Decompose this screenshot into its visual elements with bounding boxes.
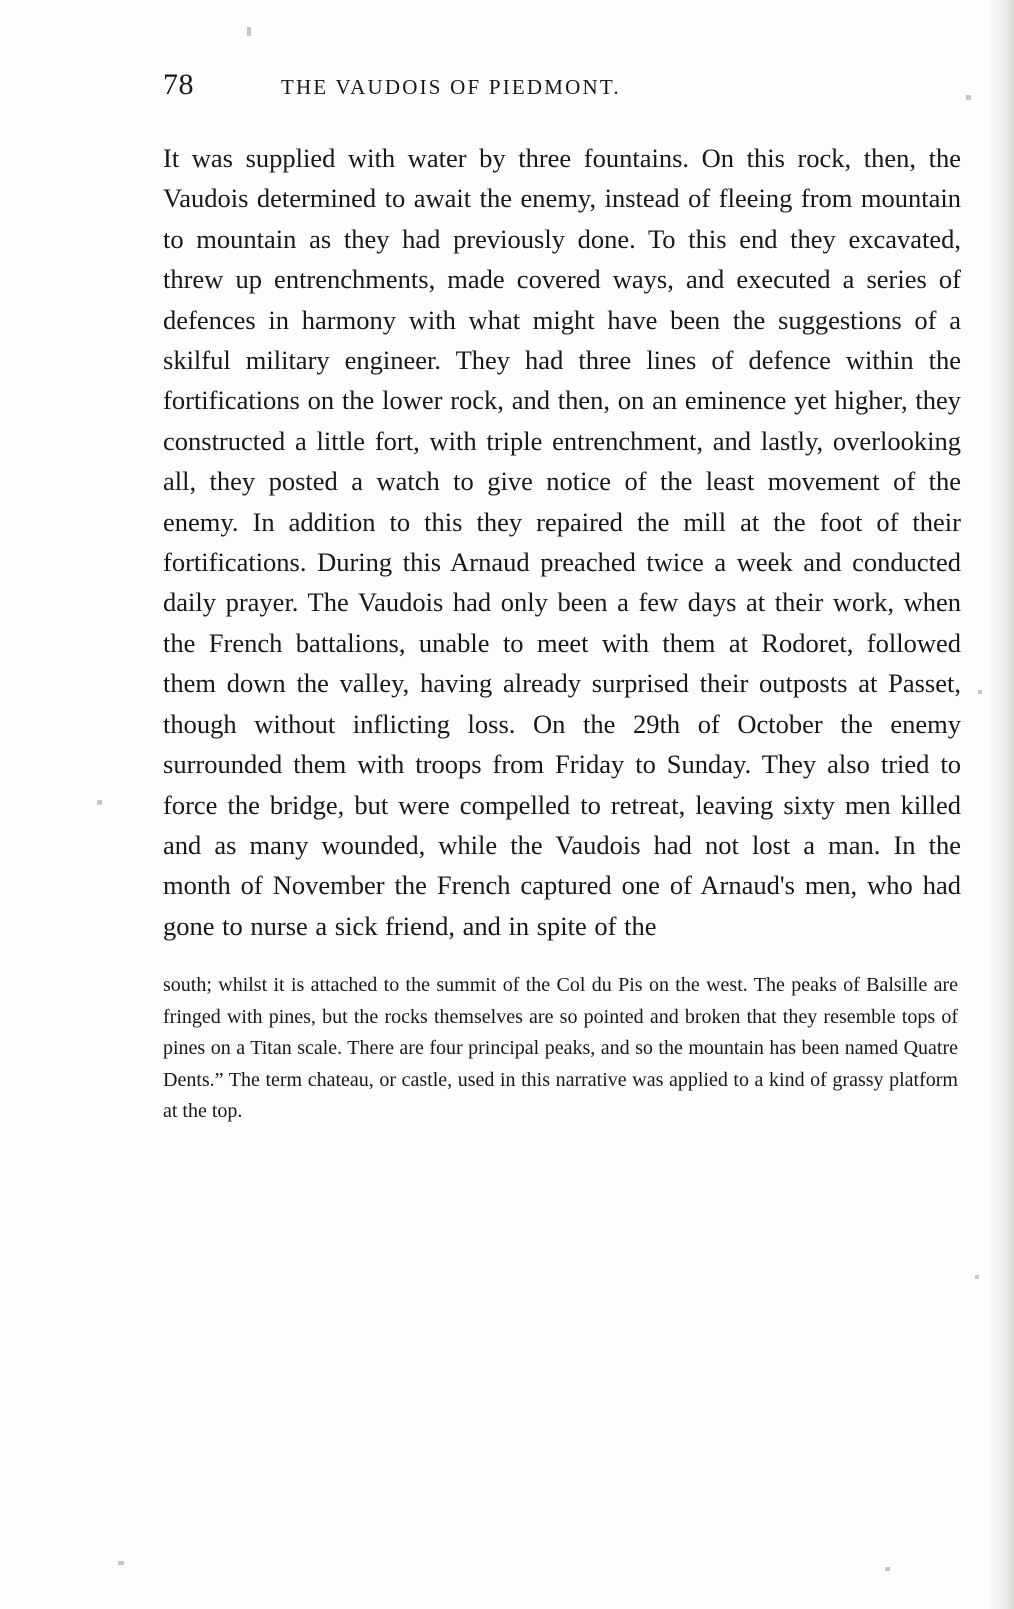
page-content (163, 70, 961, 1128)
running-head (163, 70, 961, 116)
running-head-title: THE VAUDOIS OF PIEDMONT. (281, 75, 621, 99)
page-edge-shadow (986, 0, 1014, 1609)
scan-speckle (118, 1561, 124, 1565)
page-number: 78 (163, 68, 194, 101)
scan-speckle (978, 690, 982, 694)
body-text (163, 138, 961, 946)
scan-speckle (97, 800, 102, 805)
footnote-text: south; whilst it is attached to the summit of the Col du Pis on the west. The peaks of Balsille are fringed with pines, but the rocks themselves are so pointed and broken that they resemble tops of pines on a Titan scale. There are four principal peaks, and so the mountain has been named Quatre Dents.” The term chateau, or castle, used in this narrative was applied to a kind of grassy platform at the top. (163, 974, 958, 1123)
footnote (163, 970, 958, 1128)
scan-speckle (966, 95, 971, 100)
scan-speckle (885, 1567, 890, 1571)
body-paragraph: It was supplied with water by three fountains. On this rock, then, the Vaudois determined to await the enemy, instead of fleeing from mountain to mountain as they had previously done. To this end they excavated, threw up entrenchments, made covered ways, and executed a series of defences in harmony with what might have been the suggestions of a skilful military engineer. They had three lines of defence within the fortifications on the lower rock, and then, on an eminence yet higher, they constructed a little fort, with triple entrenchment, and lastly, overlooking all, they posted a watch to give notice of the least movement of the enemy. In addition to this they repaired the mill at the foot of their fortifications. During this Arnaud preached twice a week and conducted daily prayer. The Vaudois had only been a few days at their work, when the French battalions, unable to meet with them at Rodoret, followed them down the valley, having already surprised their outposts at Passet, though without inflicting loss. On the 29th of October the enemy surrounded them with troops from Friday to Sunday. They also tried to force the bridge, but were compelled to retreat, leaving sixty men killed and as many wounded, while the Vaudois had not lost a man. In the month of November the French captured one of Arnaud's men, who had gone to nurse a sick friend, and in spite of the (163, 143, 961, 941)
scan-speckle (247, 27, 251, 36)
scan-speckle (975, 1275, 979, 1279)
